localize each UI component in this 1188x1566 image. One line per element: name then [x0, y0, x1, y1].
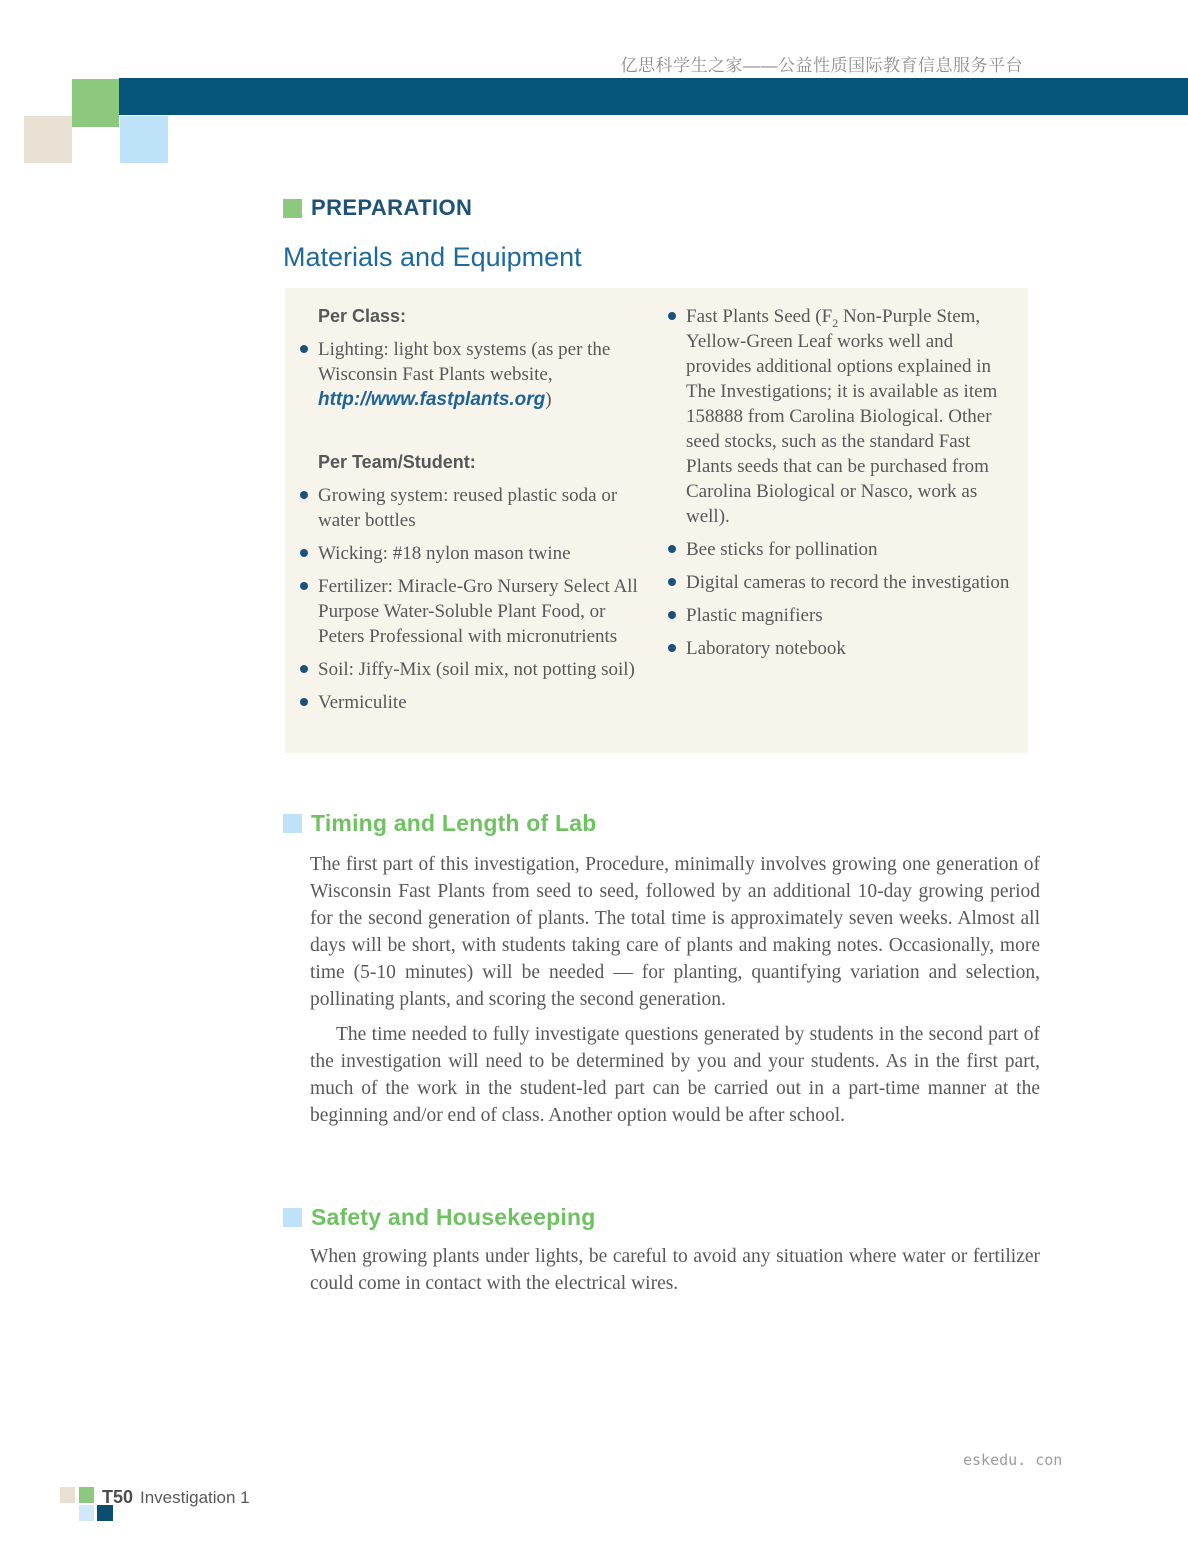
- decoration-beige-square: [24, 116, 72, 163]
- decoration-green-square: [72, 79, 119, 127]
- materials-item-text: Plastic magnifiers: [686, 605, 823, 626]
- materials-list-item: [668, 636, 1018, 661]
- materials-box: [285, 288, 1028, 753]
- materials-list-item: [300, 574, 647, 649]
- footer-page-marker: [60, 1487, 360, 1527]
- timing-paragraph-2: The time needed to fully investigate questions generated by students in the second part of the investigation will need to be determined by you and your students. As in the first part, much of the work in the student-led part can be carried out in a part-time manner at the beginning and/or end of class. Another option would be after school.: [310, 1024, 1040, 1126]
- watermark-text: eskedu. con: [963, 1451, 1063, 1469]
- bullet-icon: [300, 657, 318, 682]
- materials-list-item: [668, 603, 1018, 628]
- subscript-text: 2: [832, 315, 839, 330]
- safety-title: Safety and Housekeeping: [311, 1204, 596, 1230]
- green-square-bullet-icon: [283, 199, 302, 218]
- materials-item-text: Fertilizer: Miracle-Gro Nursery Select All Purpose Water-Soluble Plant Food, or Peters Professional with micronutrients: [318, 576, 638, 647]
- chapter-label: Investigation 1: [140, 1488, 250, 1507]
- materials-item-text: Soil: Jiffy-Mix (soil mix, not potting soil): [318, 659, 635, 680]
- preparation-title: PREPARATION: [311, 195, 473, 220]
- materials-equipment-subtitle: Materials and Equipment: [283, 242, 582, 272]
- footer-lightblue-square: [79, 1505, 94, 1521]
- timing-title: Timing and Length of Lab: [311, 810, 597, 836]
- materials-list-item: [300, 483, 647, 533]
- materials-item-text: Laboratory notebook: [686, 638, 846, 659]
- decoration-lightblue-square: [120, 116, 168, 163]
- materials-list-item: [300, 541, 647, 566]
- materials-list-item: [668, 537, 1018, 562]
- bullet-icon: [300, 574, 318, 649]
- fastplants-url-link[interactable]: http://www.fastplants.org: [318, 389, 546, 410]
- materials-item-text: Wicking: #18 nylon mason twine: [318, 543, 571, 564]
- bullet-icon: [300, 483, 318, 533]
- materials-group-label: Per Team/Student:: [318, 452, 476, 472]
- timing-paragraph-1: The first part of this investigation, Procedure, minimally involves growing one generation of Wisconsin Fast Plants from seed to seed, followed by an additional 10-day growing period for the second generation of plants. The total time is approximately seven weeks. Almost all days will be short, with students taking care of plants and making notes. Occasionally, more time (5-10 minutes) will be needed — for planting, quantifying variation and selection, pollinating plants, and scoring the second generation.: [310, 854, 1040, 1010]
- bullet-icon: [668, 537, 686, 562]
- lightblue-square-bullet-icon: [283, 1208, 302, 1227]
- bullet-icon: [300, 337, 318, 412]
- lightblue-square-bullet-icon: [283, 814, 302, 833]
- timing-heading: [283, 810, 596, 837]
- timing-paragraphs: [310, 851, 1040, 1129]
- bullet-icon: [668, 603, 686, 628]
- materials-list-item: [668, 304, 1018, 529]
- bullet-icon: [668, 570, 686, 595]
- preparation-heading: [283, 195, 472, 221]
- materials-list-item: [300, 337, 647, 412]
- bullet-icon: [300, 541, 318, 566]
- safety-paragraph-1: When growing plants under lights, be careful to avoid any situation where water or fertilizer could come in contact with the electrical wires.: [310, 1246, 1040, 1294]
- bullet-icon: [668, 636, 686, 661]
- materials-list-item: [300, 657, 647, 682]
- materials-item-text: Bee sticks for pollination: [686, 539, 878, 560]
- materials-item-text: Fast Plants Seed ($F_2$ Non-Purple Stem, Yellow-Green Leaf works well and provides additional options explained in The Investigations; it is available as item 158888 from Carolina Biological. Other seed stocks, such as the standard Fast Plants seeds that can be purchased from Carolina Biological or Nasco, work as well).: [686, 306, 998, 527]
- materials-list-item: [300, 690, 647, 715]
- materials-list-item: [668, 570, 1018, 595]
- safety-heading: [283, 1204, 596, 1231]
- materials-item-text: Lighting: light box systems (as per the Wisconsin Fast Plants website, http://www.fastplants.org): [318, 339, 611, 410]
- footer-beige-square: [60, 1487, 75, 1503]
- page-number-label: T50: [102, 1487, 134, 1507]
- site-banner-text: 亿思科学生之家——公益性质国际教育信息服务平台: [620, 56, 1023, 75]
- bullet-icon: [668, 304, 686, 529]
- materials-column-right: [668, 304, 1018, 753]
- footer-green-square: [79, 1487, 94, 1503]
- materials-item-text: Digital cameras to record the investigation: [686, 572, 1010, 593]
- bullet-icon: [300, 690, 318, 715]
- header-bar: [119, 78, 1188, 115]
- safety-paragraphs: [310, 1243, 1040, 1297]
- materials-item-text: Vermiculite: [318, 692, 407, 713]
- materials-item-text: Growing system: reused plastic soda or water bottles: [318, 485, 618, 531]
- materials-group-label: Per Class:: [318, 306, 407, 326]
- materials-column-left: [300, 304, 647, 753]
